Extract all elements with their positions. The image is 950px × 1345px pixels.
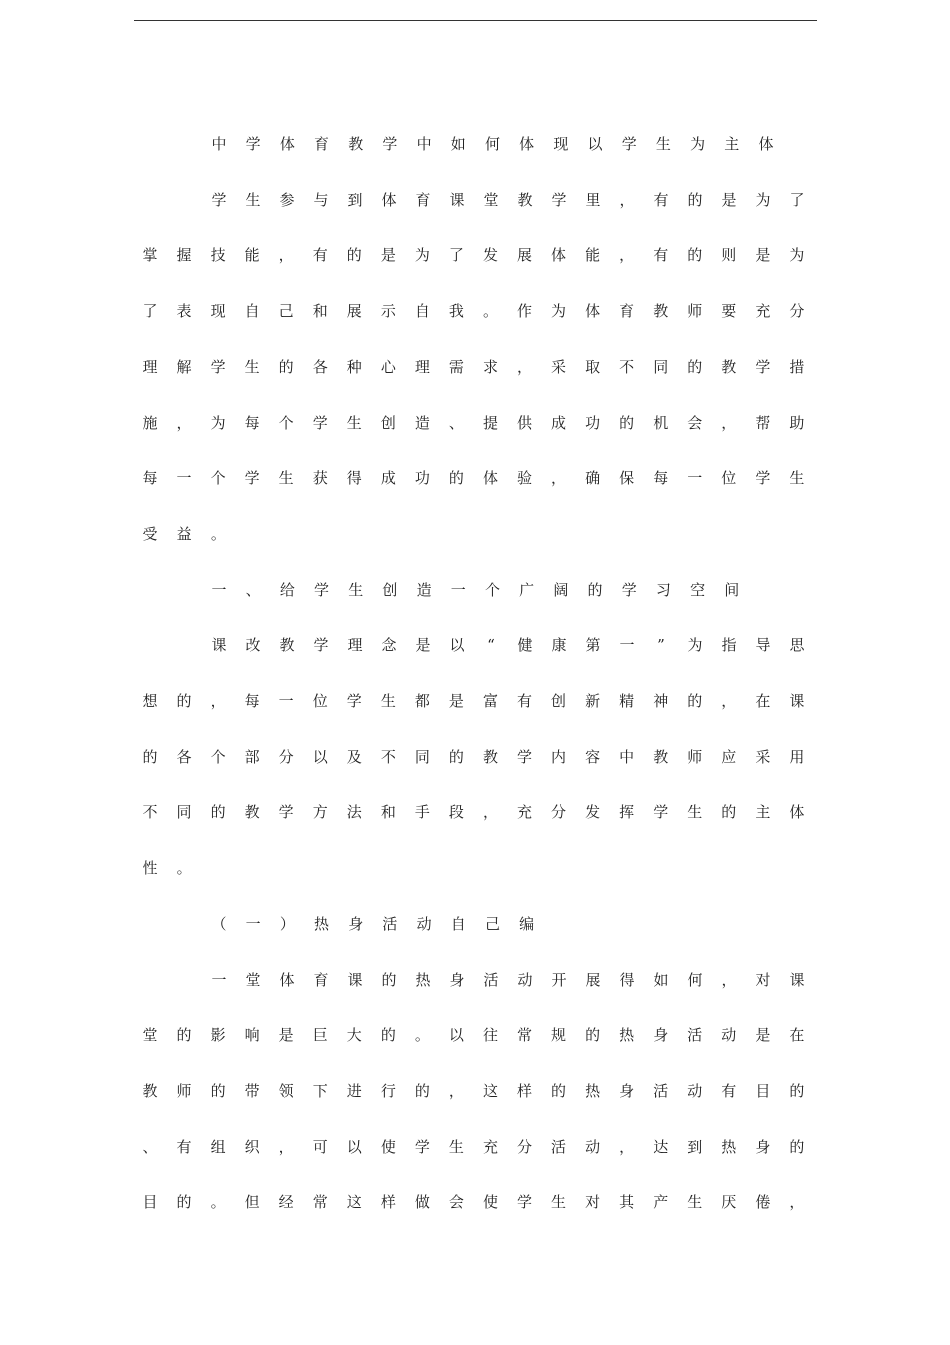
paragraph-line: 每 一 个 学 生 获 得 成 功 的 体 验 ， 确 保 每 一 位 学 生 [142, 469, 805, 487]
paragraph-line: 掌 握 技 能 ， 有 的 是 为 了 发 展 体 能 ， 有 的 则 是 为 [142, 246, 805, 264]
paragraph-line: 课 改 教 学 理 念 是 以 “ 健 康 第 一 ” 为 指 导 思 [211, 636, 805, 654]
paragraph-line: 性 。 [142, 859, 192, 877]
header-rule [134, 20, 817, 21]
paragraph-line: 想 的 ， 每 一 位 学 生 都 是 富 有 创 新 精 神 的 ， 在 课 [142, 692, 805, 710]
paragraph-line: 的 各 个 部 分 以 及 不 同 的 教 学 内 容 中 教 师 应 采 用 [142, 748, 805, 766]
paragraph-line: 教 师 的 带 领 下 进 行 的 ， 这 样 的 热 身 活 动 有 目 的 [142, 1082, 805, 1100]
paragraph-line: 学 生 参 与 到 体 育 课 堂 教 学 里 ， 有 的 是 为 了 [211, 191, 805, 209]
paragraph-line: 不 同 的 教 学 方 法 和 手 段 ， 充 分 发 挥 学 生 的 主 体 [142, 803, 805, 821]
page-title: 中 学 体 育 教 学 中 如 何 体 现 以 学 生 为 主 体 [211, 135, 774, 153]
paragraph-line: 施 ， 为 每 个 学 生 创 造 、 提 供 成 功 的 机 会 ， 帮 助 [142, 414, 805, 432]
paragraph-line: 了 表 现 自 己 和 展 示 自 我 。 作 为 体 育 教 师 要 充 分 [142, 302, 805, 320]
section-heading: （ 一 ） 热 身 活 动 自 己 编 [211, 915, 535, 933]
paragraph-line: 目 的 。 但 经 常 这 样 做 会 使 学 生 对 其 产 生 厌 倦 ， [142, 1193, 805, 1211]
paragraph-line: 一 堂 体 育 课 的 热 身 活 动 开 展 得 如 何 ， 对 课 [211, 971, 805, 989]
paragraph-line: 受 益 。 [142, 525, 226, 543]
section-heading: 一 、 给 学 生 创 造 一 个 广 阔 的 学 习 空 间 [211, 581, 740, 599]
paragraph-line: 理 解 学 生 的 各 种 心 理 需 求 ， 采 取 不 同 的 教 学 措 [142, 358, 805, 376]
paragraph-line: 堂 的 影 响 是 巨 大 的 。 以 往 常 规 的 热 身 活 动 是 在 [142, 1026, 805, 1044]
paragraph-line: 、 有 组 织 ， 可 以 使 学 生 充 分 活 动 ， 达 到 热 身 的 [142, 1138, 805, 1156]
